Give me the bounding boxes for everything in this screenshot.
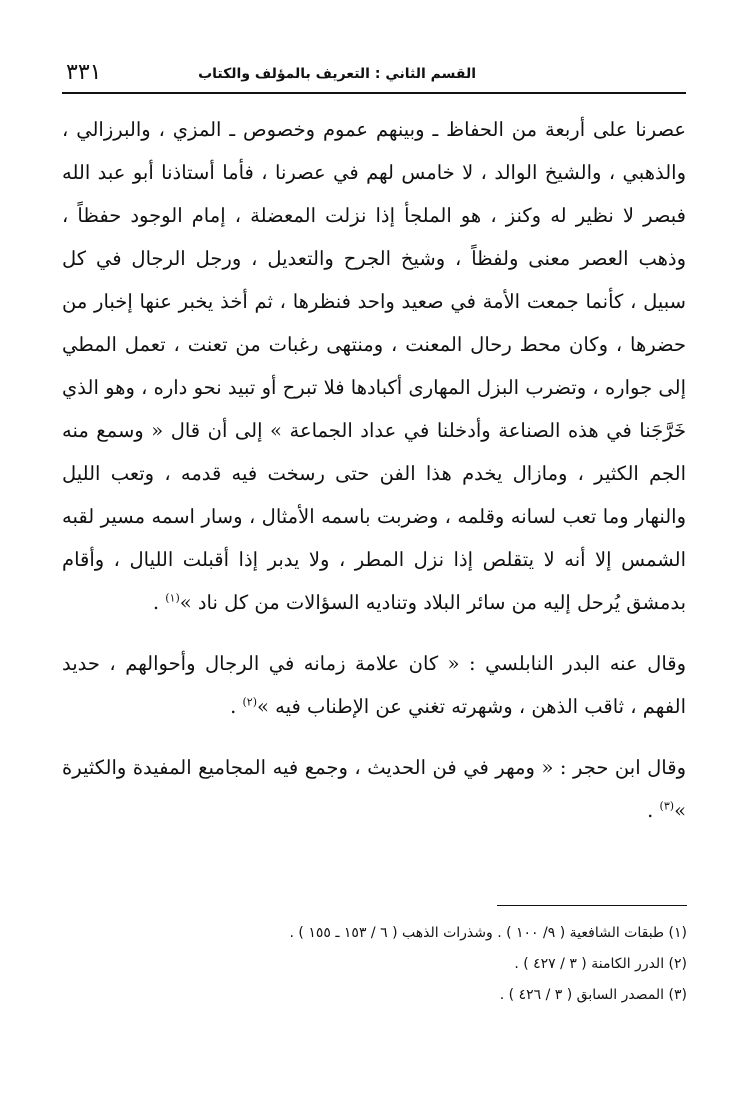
page-header [62, 62, 686, 94]
running-title: القسم الثاني : التعريف بالمؤلف والكتاب [198, 66, 476, 82]
paragraph-3-text: وقال ابن حجر : « ومهر في فن الحديث ، وجمع فيه المجاميع المفيدة والكثيرة » [62, 756, 686, 822]
paragraph-1-end: . [152, 591, 166, 614]
paragraph-1 [62, 108, 686, 624]
paragraph-3 [62, 746, 686, 832]
paragraph-2-text: وقال عنه البدر النابلسي : « كان علامة زمانه في الرجال وأحوالهم ، حديد الفهم ، ثاقب الذهن ، وشهرته تغني عن الإطناب فيه » [62, 652, 686, 718]
paragraph-2 [62, 642, 686, 728]
footnote-2: (٢) الدرر الكامنة ( ٣ / ٤٢٧ ) . [514, 956, 687, 972]
footnote-1: (١) طبقات الشافعية ( ٩/ ١٠٠ ) . وشذرات الذهب ( ٦ / ١٥٣ ـ ١٥٥ ) . [289, 925, 687, 941]
footnote-ref-2: (٢) [242, 695, 257, 709]
header-rule [62, 92, 686, 94]
footnote-separator [497, 905, 687, 906]
footnote-3: (٣) المصدر السابق ( ٣ / ٤٢٦ ) . [499, 987, 687, 1003]
paragraph-1-text: عصرنا على أربعة من الحفاظ ـ وبينهم عموم وخصوص ـ المزي ، والبرزالي ، والذهبي ، والشيخ الوالد ، لا خامس لهم في عصرنا ، فأما أستاذنا أبو عبد الله فبصر لا نظير له وكنز ، هو الملجأ إذا نزلت المعضلة ، إمام الوجود حفظاً ، وذهب العصر معنى ولفظاً ، وشيخ الجرح والتعديل ، ورجل الرجال في كل سبيل ، كأنما جمعت الأمة في صعيد واحد فنظرها ، ثم أخذ يخبر عنها إخبار من حضرها ، وكان محط رحال المعنت ، ومنتهى رغبات من تعنت ، تعمل المطي إلى جواره ، وتضرب البزل المهارى أكبادها فلا تبرح أو تبيد نحو داره ، وهو الذي خَرَّجَنا في هذه الصناعة وأدخلنا في عداد الجماعة » إلى أن قال « وسمع منه الجم الكثير ، ومازال يخدم هذا الفن حتى رسخت فيه قدمه ، وتعب الليل والنهار وما تعب لسانه وقلمه ، وضربت باسمه الأمثال ، وسار اسمه مسير لقبه الشمس إلا أنه لا يتقلص إذا نزل المطر ، ولا يدبر إذا أقبلت الليال ، وأقام بدمشق يُرحل إليه من سائر البلاد وتناديه السؤالات من كل ناد » [62, 118, 686, 614]
footnote-ref-3: (٣) [659, 799, 675, 813]
paragraph-2-end: . [230, 695, 243, 718]
footnotes [63, 918, 687, 1011]
paragraph-3-end: . [647, 799, 660, 822]
page-number: ٣٣١ [66, 60, 102, 85]
body-text [62, 108, 686, 832]
footnote-ref-1: (١) [165, 591, 180, 605]
